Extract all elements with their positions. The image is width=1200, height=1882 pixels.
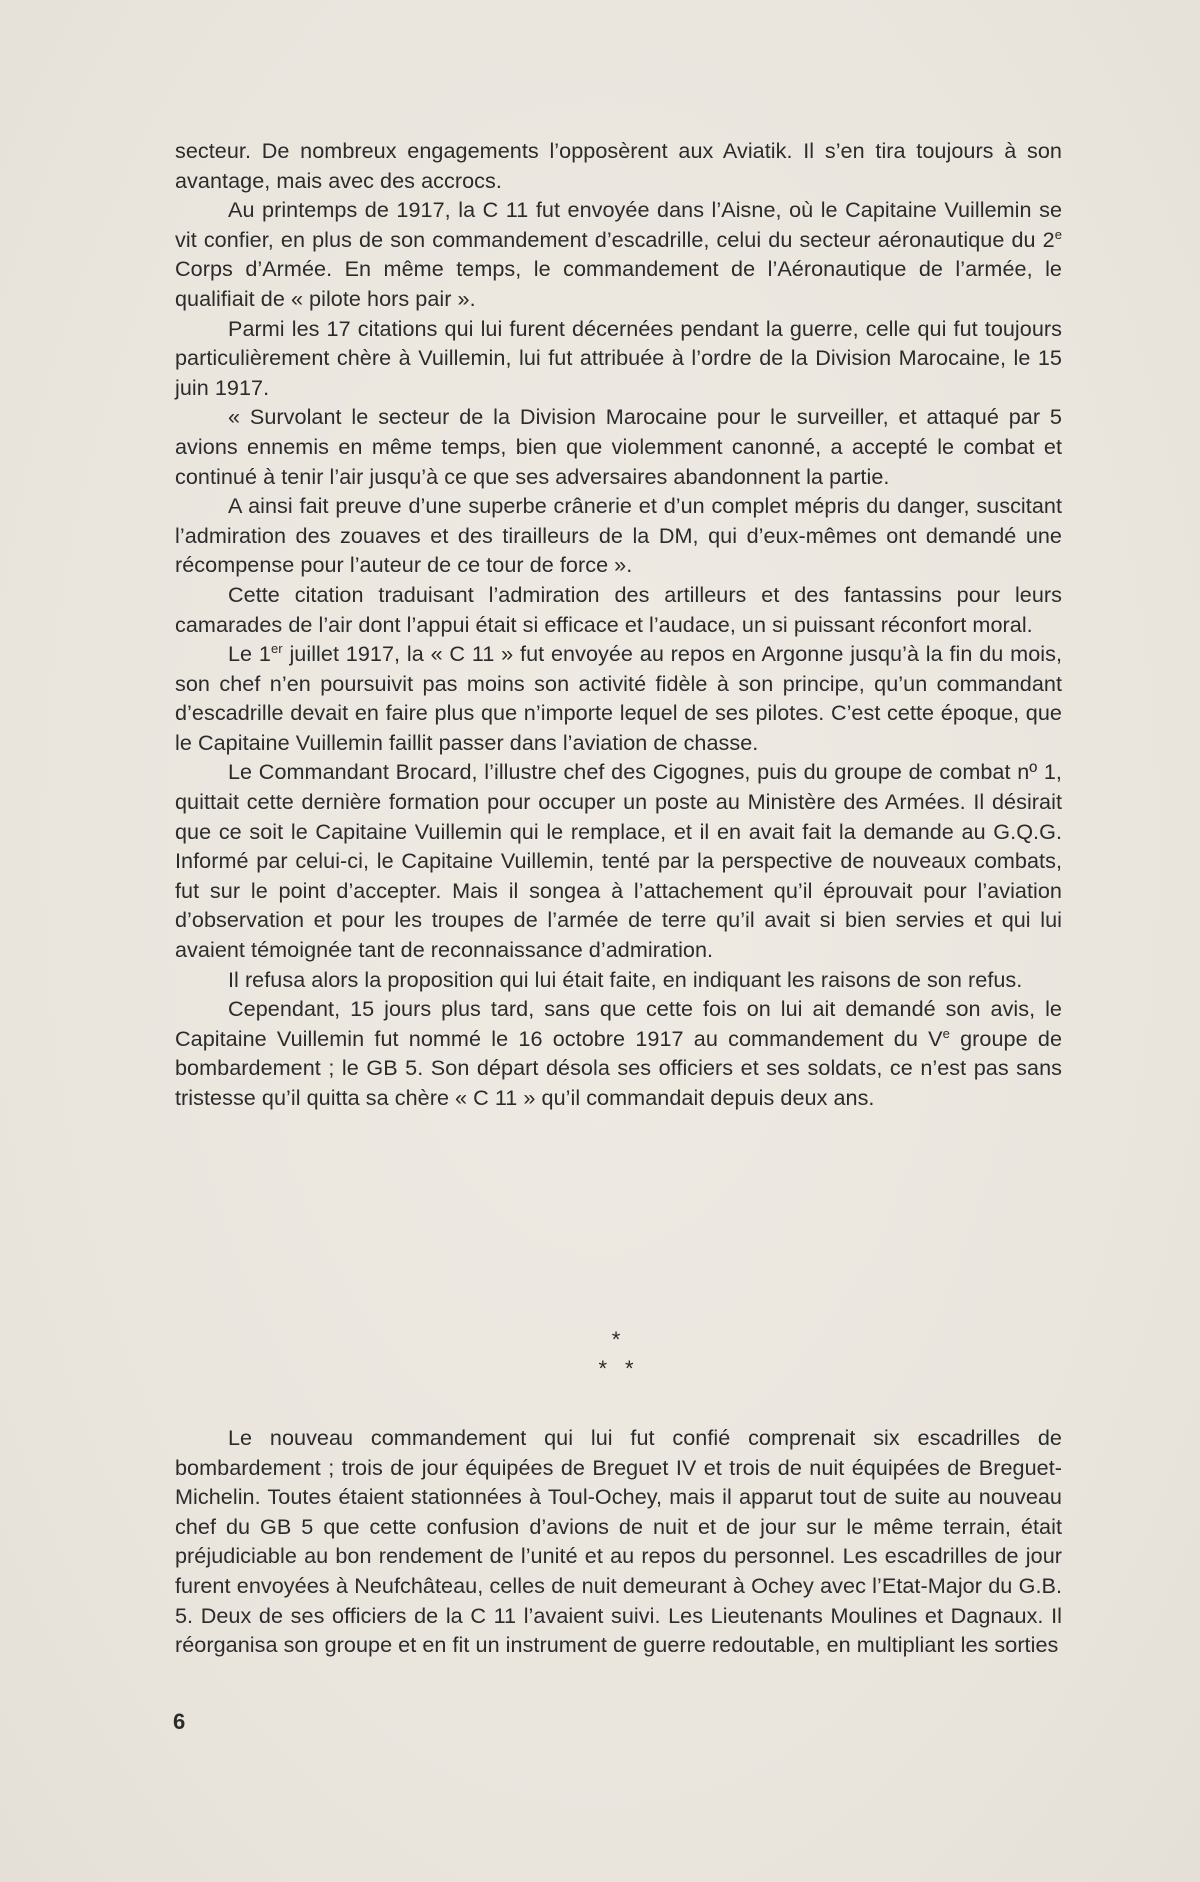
text-run: Le 1 (228, 641, 271, 667)
asterism-star: * (625, 1356, 634, 1381)
superscript: e (1054, 226, 1062, 242)
page-number: 6 (173, 1709, 186, 1734)
text-run: Cependant, 15 jours plus tard, sans que cette fois on lui ait demandé son avis, le Capitaine Vuillemin fut nommé le 16 octobre 1917 au commandement du V (175, 996, 1062, 1051)
superscript: e (942, 1025, 950, 1041)
asterism-star: * (598, 1356, 607, 1381)
text-run: Parmi les 17 citations qui lui furent décernées pendant la guerre, celle qui fut toujours particulièrement chère à Vuillemin, lui fut attribuée à l’ordre de la Division Marocaine, le 15 juin 1917. (175, 315, 1062, 400)
paragraph (175, 402, 1062, 491)
asterism-star: * (611, 1327, 621, 1352)
body-text-upper (175, 136, 1062, 1113)
text-run: juillet 1917, la « C 11 » fut envoyée au repos en Argonne jusqu’à la fin du mois, son chef n’en poursuivit pas moins son activité fidèle à son principe, qu’un commandant d’escadrille devait en faire plus que n’importe lequel de ses pilotes. C’est cette époque, que le Capitaine Vuillemin faillit passer dans l’aviation de chasse. (175, 641, 1062, 755)
asterism-bottom (16, 1357, 1200, 1381)
text-run: secteur. De nombreux engagements l’opposèrent aux Aviatik. Il s’en tira toujours à son avantage, mais avec des accrocs. (175, 138, 1062, 193)
paragraph (175, 195, 1062, 313)
paragraph (175, 965, 1062, 995)
paragraph (175, 136, 1062, 195)
paragraph (175, 491, 1062, 580)
paragraph (175, 314, 1062, 403)
text-run: Le Commandant Brocard, l’illustre chef des Cigognes, puis du groupe de combat nº 1, quittait cette dernière formation pour occuper un poste au Ministère des Armées. Il désirait que ce soit le Capitaine Vuillemin qui le remplace, et il en avait fait la demande au G.Q.G. Informé par celui-ci, le Capitaine Vuillemin, tenté par la perspective de nouveaux combats, fut sur le point d’accepter. Mais il songea à l’attachement qu’il éprouvait pour l’aviation d’observation et pour les troupes de l’armée de terre qu’il avait si bien servies et qui lui avaient témoignée tant de reconnaissance d’admiration. (175, 759, 1062, 963)
superscript: er (270, 641, 283, 657)
paragraph (175, 580, 1062, 639)
text-run: Il refusa alors la proposition qui lui était faite, en indiquant les raisons de son refus. (228, 966, 1023, 992)
text-run: A ainsi fait preuve d’une superbe crânerie et d’un complet mépris du danger, suscitant l’admiration des zouaves et des tirailleurs de la DM, qui d’eux-mêmes ont demandé une récompense pour l’auteur de ce tour de force ». (175, 493, 1062, 578)
paragraph (175, 639, 1062, 757)
paragraph (175, 757, 1062, 964)
text-run: Cette citation traduisant l’admiration des artilleurs et des fantassins pour leurs camarades de l’air dont l’appui était si efficace et l’audace, un si puissant réconfort moral. (175, 581, 1062, 637)
paragraph (175, 1423, 1062, 1660)
text-run: Le nouveau commandement qui lui fut confié comprenait six escadrilles de bombardement ; trois de jour équipées de Breguet IV et trois de nuit équipées de Breguet-Michelin. Toutes étaient stationnées à Toul-Ochey, mais il apparut tout de suite au nouveau chef du GB 5 que cette confusion d’avions de nuit et de jour sur le même terrain, était préjudiciable au bon rendement de l’unité et au repos du personnel. Les escadrilles de jour furent envoyées à Neufchâteau, celles de nuit demeurant à Ochey avec l’Etat-Major du G.B. 5. Deux de ses officiers de la C 11 l’avaient suivi. Les Lieutenants Moulines et Dagnaux. Il réorganisa son groupe et en fit un instrument de guerre redoutable, en multipliant les sorties (175, 1425, 1062, 1658)
body-text-lower (175, 1423, 1062, 1660)
asterism-top (16, 1328, 1200, 1352)
text-run: groupe de bombardement ; le GB 5. Son départ désola ses officiers et ses soldats, ce n’est pas sans tristesse qu’il quitta sa chère « C 11 » qu’il commandait depuis deux ans. (175, 1025, 1062, 1110)
paragraph (175, 994, 1062, 1112)
text-run: Corps d’Armée. En même temps, le commandement de l’Aéronautique de l’armée, le qualifiait de « pilote hors pair ». (175, 256, 1062, 311)
text-run: « Survolant le secteur de la Division Marocaine pour le surveiller, et attaqué par 5 avions ennemis en même temps, bien que violemment canonné, a accepté le combat et continué à tenir l’air jusqu’à ce que ses adversaires abandonnent la partie. (175, 404, 1062, 489)
text-run: Au printemps de 1917, la C 11 fut envoyée dans l’Aisne, où le Capitaine Vuillemin se vit confier, en plus de son commandement d’escadrille, celui du secteur aéronautique du 2 (175, 197, 1062, 252)
